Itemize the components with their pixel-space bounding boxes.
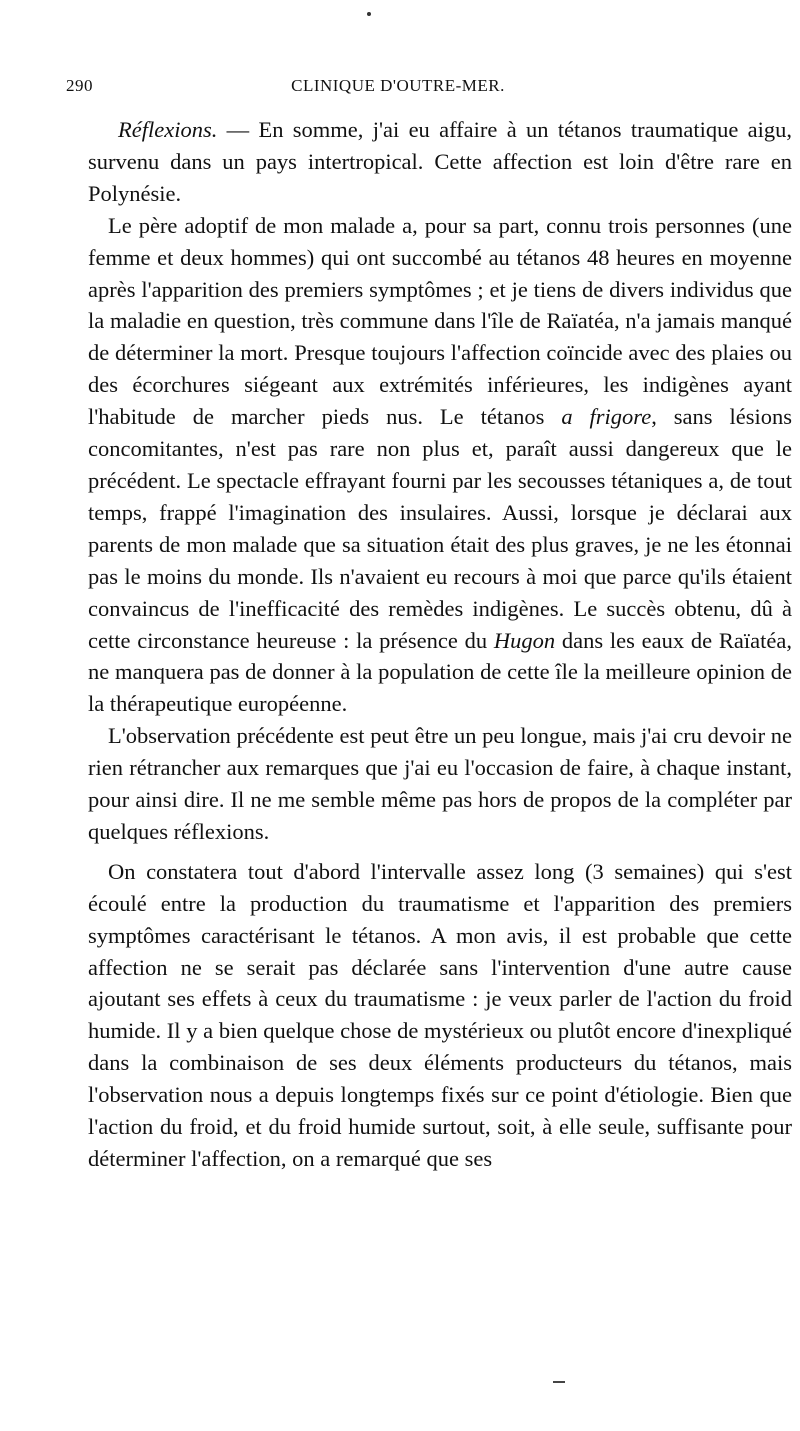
body-text: [88, 114, 792, 1175]
paragraph-reflexions: [88, 114, 792, 210]
paragraph-observation: [88, 720, 792, 848]
paragraph-text: Le père adoptif de mon malade a, pour sa part, connu trois personnes (une femme et deux hommes) qui ont succombé au tétanos 48 heures en moyenne après l'apparition des premiers symptômes ; et je tiens de divers individus que la maladie en question, très commune dans l'île de Raïatéa, n'a jamais manqué de déterminer la mort. Presque toujours l'affection coïncide avec des plaies ou des écorchures siégeant aux extrémités inférieures, les indigènes ayant l'habitude de marcher pieds nus. Le tétanos: [88, 212, 792, 430]
paragraph-text-continued: , sans lésions concomitantes, n'est pas rare non plus et, paraît aussi dangereux que le précédent. Le spectacle effrayant fourni par les secousses tétaniques a, de tout temps, frappé l'imagination des insulaires. Aussi, lorsque je déclarai aux parents de mon malade que sa situation était des plus graves, je ne les étonnai pas le moins du monde. Ils n'avaient eu recours à moi que parce qu'ils étaient convaincus de l'inefficacité des remèdes indigènes. Le succès obtenu, dû à cette circonstance heureuse : la présence du: [88, 404, 793, 653]
page-bottom-mark: [553, 1381, 565, 1383]
page-number: 290: [66, 76, 93, 95]
page-dot-mark: [367, 12, 371, 16]
ship-name: Hugon: [493, 627, 556, 653]
running-title: CLINIQUE D'OUTRE-MER.: [291, 76, 505, 95]
paragraph-intervalle: [88, 856, 792, 1175]
paragraph-text-end: dans les eaux de Raïatéa, ne manquera pas de donner à la population de cette île la meilleure opinion de la thérapeutique européenne.: [88, 627, 792, 717]
paragraph-pere-adoptif: [88, 210, 792, 721]
paragraph-text: L'observation précédente est peut être un peu longue, mais j'ai cru devoir ne rien rétrancher aux remarques que j'ai eu l'occasion de faire, à chaque instant, pour ainsi dire. Il ne me semble même pas hors de propos de la compléter par quelques réflexions.: [88, 723, 792, 844]
paragraph-text: On constatera tout d'abord l'intervalle assez long (3 semaines) qui s'est écoulé entre la production du traumatisme et l'apparition des premiers symptômes caractérisant le tétanos. A mon avis, il est probable que cette affection ne se serait pas déclarée sans l'intervention d'une autre cause ajoutant ses effets à ceux du traumatisme : je veux parler de l'action du froid humide. Il y a bien quelque chose de mystérieux ou plutôt encore d'inexpliqué dans la combinaison de ses deux éléments producteurs du tétanos, mais l'observation nous a depuis longtemps fixés sur ce point d'étiologie. Bien que l'action du froid, et du froid humide surtout, soit, à elle seule, suffisante pour déterminer l'affection, on a remarqué que ses: [88, 858, 792, 1171]
paragraph-text: — En somme, j'ai eu affaire à un tétanos traumatique aigu, survenu dans un pays intertropical. Cette affection est loin d'être rare en Polynésie.: [88, 117, 792, 206]
page-header: [66, 76, 730, 98]
paragraph-lead: Réflexions.: [118, 117, 218, 142]
italic-phrase: a frigore: [561, 404, 652, 430]
